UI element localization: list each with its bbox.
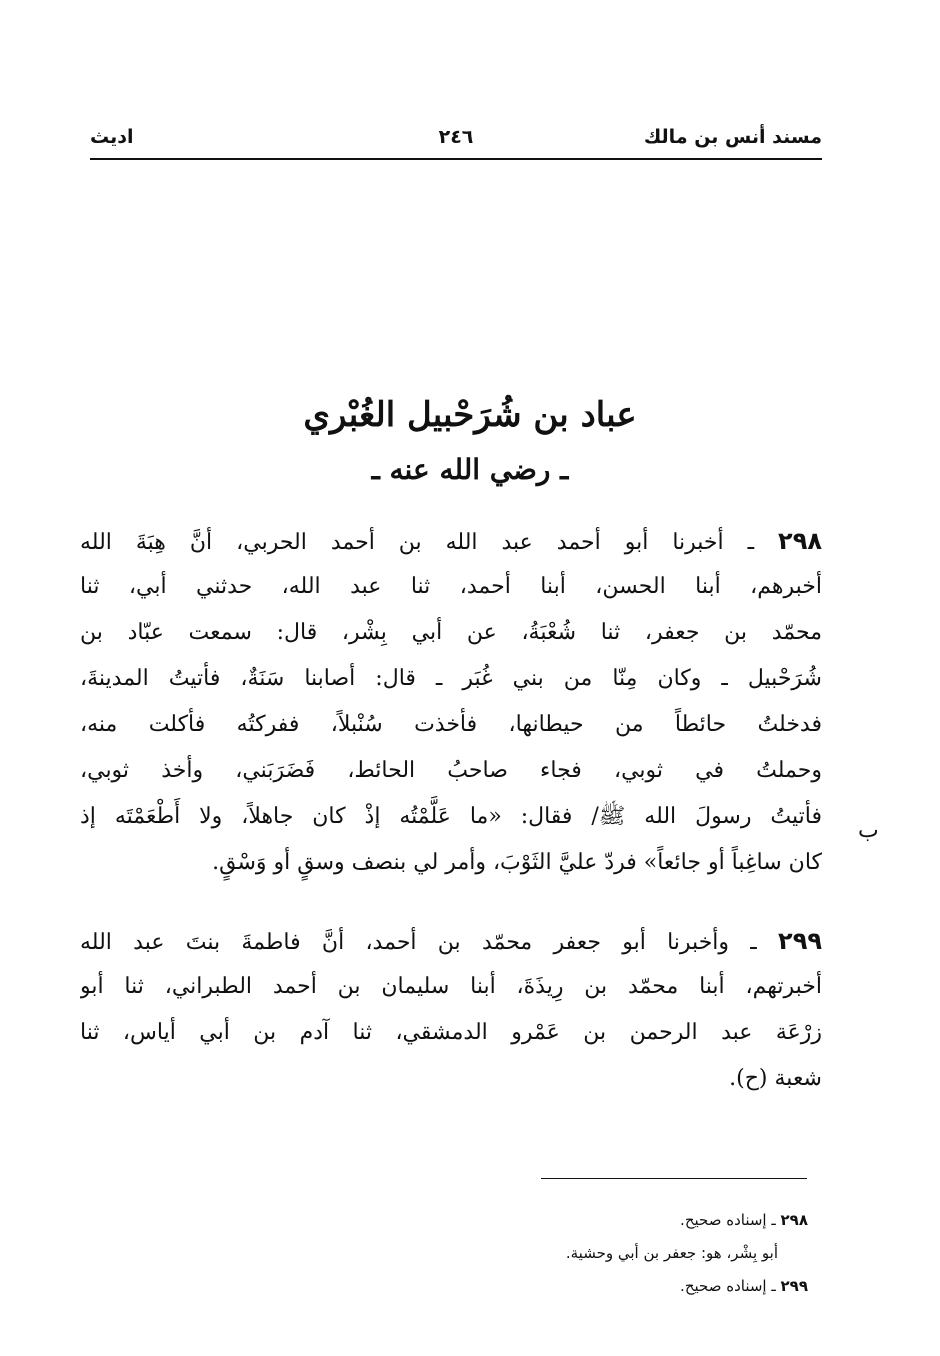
footnote-number: ٢٩٨: [780, 1211, 808, 1229]
footnote-text: ـ إسناده صحيح.: [680, 1277, 776, 1295]
footnotes: [388, 1204, 808, 1303]
hadith-line: فدخلتُ حائطاً من حيطانها، فأخذت سُنْبلاً، ففركتُه فأكلت منه،: [80, 712, 822, 737]
hadith-line: شعبة (ح).: [729, 1066, 822, 1091]
running-header: [90, 118, 822, 160]
hadith-number: ٢٩٨: [778, 527, 822, 555]
margin-mark: ب: [858, 818, 879, 843]
hadith-line: أخبرهم، أبنا الحسن، أبنا أحمد، ثنا عبد الله، حدثني أبي، ثنا: [80, 574, 822, 599]
chapter-subtitle: ـ رضي الله عنه ـ: [371, 453, 569, 486]
footnote-text: ـ إسناده صحيح.: [680, 1211, 776, 1229]
hadith-line: وحملتُ في ثوبي، فجاء صاحبُ الحائط، فَضَرَبَني، وأخذ ثوبي،: [80, 758, 822, 783]
page-number: ٢٤٦: [438, 126, 474, 148]
hadith-line: كان ساغِباً أو جائعاً» فردّ عليَّ الثَوْبَ، وأمر لي بنصف وسقٍ أو وَسْقٍ.: [212, 850, 822, 875]
hadith-line: ٢٩٨ ـ أخبرنا أبو أحمد عبد الله بن أحمد الحربي، أنَّ هِبَةَ الله: [80, 527, 822, 555]
hadith-line: ٢٩٩ ـ وأخبرنا أبو جعفر محمّد بن أحمد، أنَّ فاطمةَ بنتَ عبد الله: [80, 927, 822, 955]
footnote: [388, 1204, 808, 1237]
header-section: اديث: [90, 126, 134, 148]
hadith-line: محمّد بن جعفر، ثنا شُعْبَةُ، عن أبي بِشْر، قال: سمعت عبّاد بن: [80, 620, 822, 645]
hadith-line: زرْعَة عبد الرحمن بن عَمْرو الدمشقي، ثنا آدم بن أبي أياس، ثنا: [80, 1020, 822, 1045]
footnote-number: ٢٩٩: [780, 1277, 808, 1295]
footnote: [388, 1237, 808, 1270]
header-book-title: مسند أنس بن مالك: [643, 126, 822, 148]
hadith-299: [80, 918, 822, 1102]
hadith-298: [80, 518, 822, 886]
footnote-text: أبو بِشْر، هو: جعفر بن أبي وحشية.: [565, 1244, 778, 1262]
chapter-title: عباد بن شُرَحْبيل الغُبْري: [303, 395, 637, 435]
hadith-line: أخبرتهم، أبنا محمّد بن رِيذَةَ، أبنا سليمان بن أحمد الطبراني، ثنا أبو: [80, 974, 822, 999]
hadith-number: ٢٩٩: [778, 927, 822, 955]
footnote-divider: [541, 1178, 807, 1179]
hadith-line: فأتيتُ رسولَ الله ﷺ/ فقال: «ما عَلَّمْتُه إذْ كان جاهلاً، ولا أَطْعَمْتَه إذ: [80, 804, 822, 829]
footnote: [388, 1270, 808, 1303]
hadith-line: شُرَحْبيل ـ وكان مِنّا من بني غُبَر ـ قال: أصابنا سَنَةٌ، فأتيتُ المدينةَ،: [80, 666, 822, 691]
